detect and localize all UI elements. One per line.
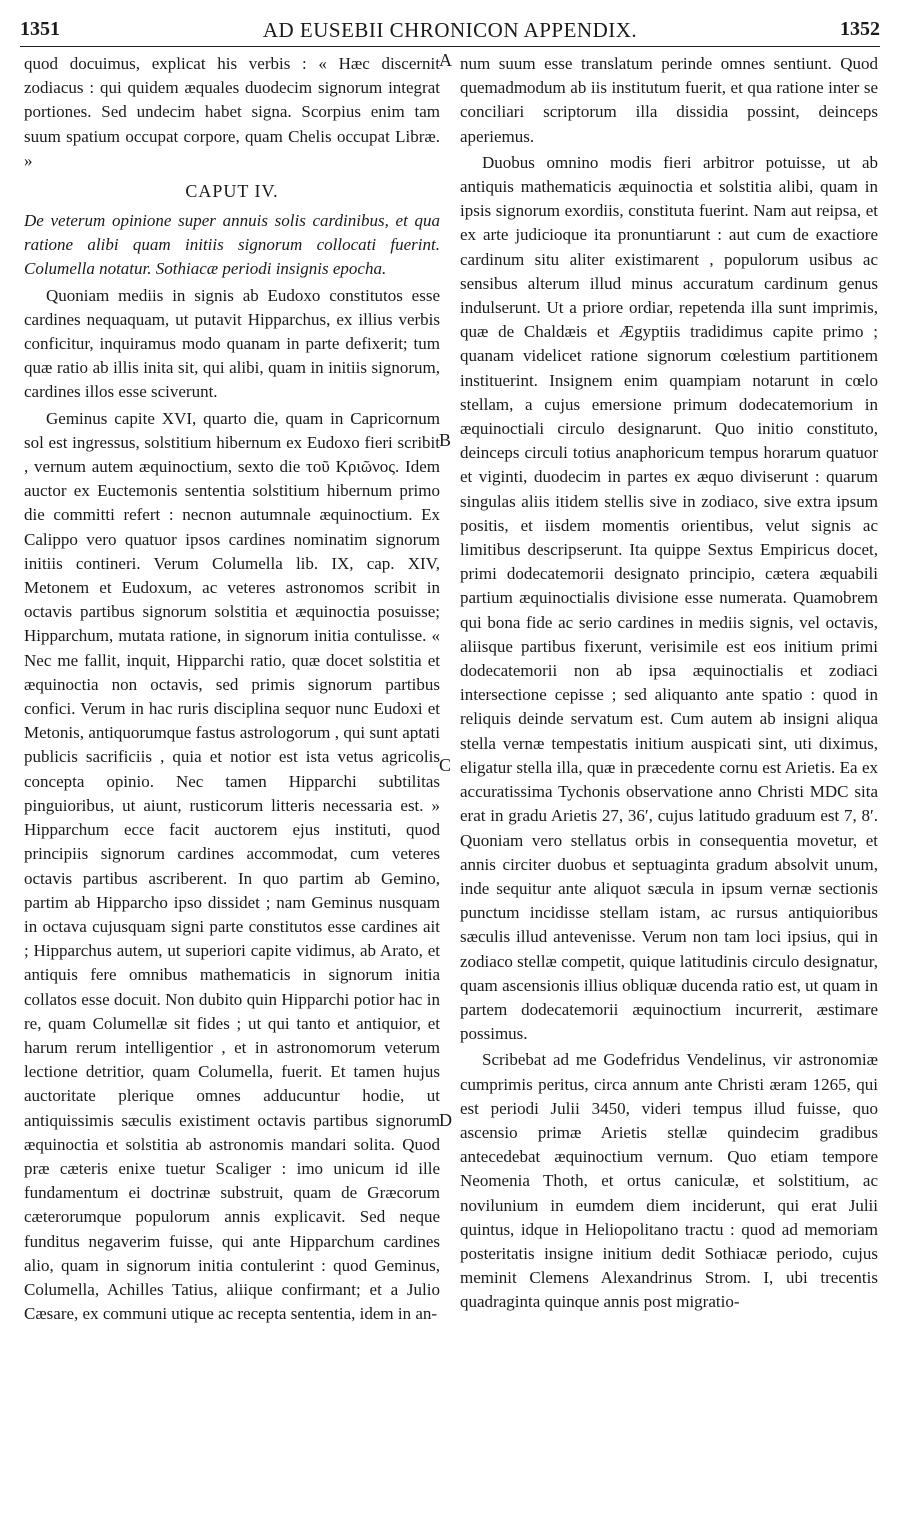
intro-paragraph: quod docuimus, explicat his verbis : « Hæc discernit zodiacus : qui quidem æquales duodecim signorum integrat portiones. Sed undecim habet signa. Scorpius enim tam suum spatium occupat corpore, quam Chelis occupat Libræ. » [24, 54, 440, 170]
body-paragraph: Scribebat ad me Godefridus Vendelinus, vir astronomiæ cumprimis peritus, circa annum ante Christi æram 1265, qui est periodi Julii 3450, videri tempus illud fuisse, quo ascensio primæ Arietis stellæ quindecim gradibus antecedebat æquinoctium vernum. Quo etiam tempore Neomenia Thoth, et ortus caniculæ, et solstitium, ac novilunium in eumdem diem inciderunt, qui erat Julii quintus, idque in Heliopolitano tractu : quod ad memoriam posteritatis insigne initium dedit Sothiacæ periodo, cujus meminit Clemens Alexandrinus Strom. I, ubi trecentis quadraginta quinque annis post migratio- [460, 1050, 878, 1312]
left-column [24, 52, 440, 1522]
margin-marker-d: D [439, 1110, 452, 1130]
running-header [20, 10, 880, 47]
chapter-summary: De veterum opinione super annuis solis cardinibus, et qua ratione alibi quam initiis signorum collocati fuerint. Columella notatur. Sothiacæ periodi insignis epocha. [24, 211, 440, 279]
body-paragraph: Geminus capite XVI, quarto die, quam in Capricornum sol est ingressus, solstitium hibernum ex Eudoxo fieri scribit , vernum autem æquinoctium, sexto die τοῦ Κριῶνος. Idem auctor ex Euctemonis sententia solstitium hibernum primo die committi refert : necnon autumnale æquinoctium. Ex Calippo vero quatuor ipsos cardines nominatim signorum initiis contineri. Verum Columella lib. IX, cap. XIV, Metonem et Eudoxum, ac veteres astronomos scribit in octavis partibus signorum solstitia et æquinoctia posuisse; Hipparchum, mutata ratione, in signorum initia contulisse. « Nec me fallit, inquit, Hipparchi ratio, quæ docet solstitia et æquinoctia non octavis, sed primis signorum partibus confici. Verum in hac ruris disciplina sequor nunc Eudoxi et Metonis, antiquorumque fastus astrologorum , qui sunt aptati publicis sacrificiis , quia et notior est ista vetus agricolis concepta opinio. Nec tamen Hipparchi subtilitas pinguioribus, ut aiunt, rusticorum litteris necessaria est. » Hipparchum ecce facit auctorem ejus instituti, quod principiis signorum cardines accommodat, cum veteres octavis partibus ascriberent. In quo partim ab Gemino, partim ab Hipparcho ipso dissidet ; nam Geminus nusquam in octava cujusquam signi parte constitutos esse cardines ait ; Hipparchus autem, ut superiori capite vidimus, ab Arato, et antiquis fere omnibus mathematicis in signorum initia collatos esse docuit. Non dubito quin Hipparchi potior hac in re, quam Columellæ sit fides ; ut qui tanto et antiquior, et harum rerum intelligentior , et in astronomorum veterum lectione detritior, quam Columella, fuerit. Et tamen hujus auctoritate plerique omnes adducuntur hodie, ut antiquissimis sæculis existiment octavis partibus signorum æquinoctia et solstitia ab astronomis mandari solita. Quod præ cæteris enixe tuetur Scaliger : imo unicum id ille fundamentum ei doctrinæ substruit, quam de Græcorum cæterorumque populorum annis explicavit. Sed neque funditus negaverim fuisse, qui ante Hipparchum cardines alio, quam in signorum initia contulerint : quod Geminus, Columella, Achilles Tatius, aliique confirmant; et a Julio Cæsare, ex communi utique ac recepta sententia, idem in an- [24, 408, 440, 1324]
body-paragraph: Duobus omnino modis fieri arbitror potuisse, ut ab antiquis mathematicis æquinoctia et solstitia alibi, quam in ipsis signorum exordiis, constituta fuerint. Nam aut reipsa, et ex arte judicioque ita pronuntiarunt : aut cum de exactiore cardinum situ aliter existimarent , populorum usibus ac sensibus alterum illud minus accuratum cardinum genus indulserunt. Ut a priore ordiar, repetenda illa sunt imprimis, quæ de Chaldæis et Ægyptiis tradidimus capite primo ; quanam videlicet ratione signorum cœlestium partitionem instituerint. Insignem enim quampiam notarunt in cœlo stellam, a cujus emersione primum dodecatemorium in æquinoctiali circulo designarunt. Quo initio constituto, deinceps circuli totius anaphoricum tempus horarum quatuor et viginti, duodecim in partes ex æquo diviserunt : quarum singulas aliis itidem stellis sive in zodiaco, sive extra ipsum positis, et iisdem momentis orientibus, velut signis ac limitibus descripserunt. Ita quippe Sextus Empiricus docet, primi dodecatemorii designato principio, cætera æquabili partium æquinoctialis divisione esse numerata. Quamobrem qui bona fide ac serio cardines in mediis signis, vel octavis, aliisque partibus fixerunt, verisimile est eos initium primi dodecatemorii non ab ipsa æquinoctialis et zodiaci intersectione cepisse ; sed aliquanto ante spatio : quod in reliquis deinde servatum est. Cum autem ab insigni aliqua stella vernæ tempestatis initium auspicati sint, uti diximus, eligatur stella illa, quæ in præcedente cornu est Arietis. Ea ex accuratissima Tychonis observatione anno Christi MDC sita erat in gradu Arietis 27, 36′, cujus latitudo graduum est 7, 8′. Quoniam vero stellatus orbis in consequentia movetur, et annis circiter duobus et septuaginta gradum absolvit unum, inde sequitur ante aliquot sæcula in ipsum vernæ sectionis punctum incidisse stellam istam, ac rursus antiquioribus sæculis illud antevenisse. Verum non tam loci ipsius, qui in zodiaco stellæ competit, quique latitudinis circulo designatur, quam ascensionis illius obliquæ ducenda ratio est, ut quam in partem dodecatemorii æquinoctium incurrerit, æstimare possimus. [460, 152, 878, 1044]
right-column [460, 52, 878, 1522]
margin-marker-c: C [439, 755, 452, 775]
page-number-left: 1351 [20, 18, 60, 40]
page-number-right: 1352 [840, 18, 880, 40]
margin-marker-b: B [439, 430, 452, 450]
body-paragraph: Quoniam mediis in signis ab Eudoxo constitutos esse cardines nequaquam, ut putavit Hipparchus, ex illius verbis conficitur, inquiramus modo quanam in parte defixerit; tum quæ ratio ab illis inita sit, qui alibi, quam in initiis signorum, cardines illos esse sciverunt. [24, 285, 440, 402]
running-title: AD EUSEBII CHRONICON APPENDIX. [262, 18, 638, 42]
body-paragraph: num suum esse translatum perinde omnes sentiunt. Quod quemadmodum ab iis institutum fuerit, et qua ratione inter se conciliari scriptorum illa dissidia possint, deinceps aperiemus. [460, 54, 878, 146]
margin-marker-a: A [439, 50, 452, 70]
chapter-title: CAPUT IV. [185, 181, 279, 202]
